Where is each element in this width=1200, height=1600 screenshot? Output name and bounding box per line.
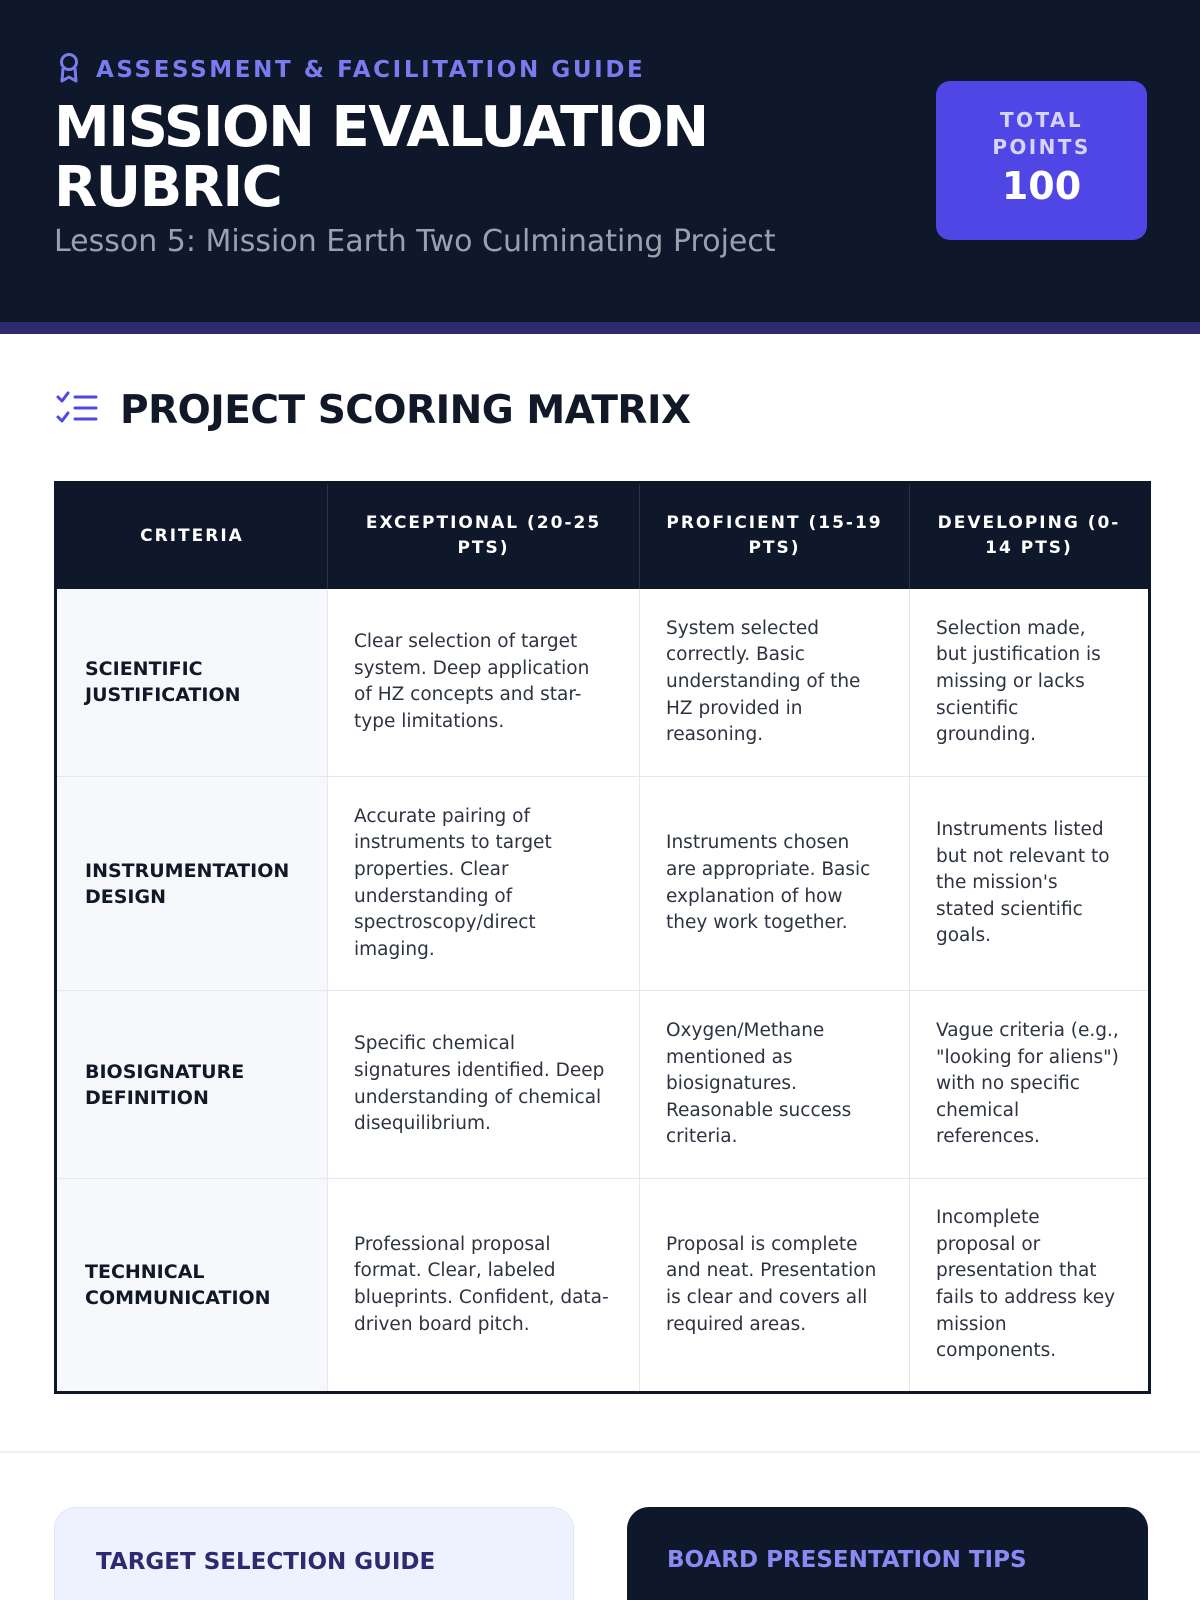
developing-cell: Incomplete proposal or presentation that fails to address key mission components.: [936, 1207, 1116, 1362]
scoring-matrix-table: [54, 481, 1151, 1394]
page-subtitle: Lesson 5: Mission Earth Two Culminating Project: [54, 224, 776, 259]
table-header-row: [56, 483, 1150, 589]
eyebrow: [56, 52, 645, 88]
total-points-badge: [936, 81, 1147, 240]
table-row: [56, 589, 1150, 777]
target-selection-card: [54, 1507, 574, 1600]
column-header-proficient: PROFICIENT (15-19 PTS): [640, 483, 910, 589]
criteria-cell: TECHNICAL COMMUNICATION: [56, 1179, 328, 1393]
developing-cell: Selection made, but justification is missing or lacks scientific grounding.: [910, 589, 1150, 777]
header-banner: [0, 0, 1200, 322]
column-header-exceptional: EXCEPTIONAL (20-25 PTS): [328, 483, 640, 589]
exceptional-cell: Specific chemical signatures identified. Deep understanding of chemical disequilibrium.: [328, 991, 640, 1179]
exceptional-cell: Accurate pairing of instruments to target properties. Clear understanding of spectroscopy/direct imaging.: [328, 777, 640, 991]
developing-cell: Instruments listed but not relevant to the mission's stated scientific goals.: [910, 777, 1150, 991]
total-points-value: 100: [1001, 164, 1082, 208]
column-header-criteria: CRITERIA: [56, 483, 328, 589]
criteria-cell: INSTRUMENTATION DESIGN: [56, 777, 328, 991]
proficient-cell: Instruments chosen are appropriate. Basic explanation of how they work together.: [640, 777, 910, 991]
proficient-cell: System selected correctly. Basic understanding of the HZ provided in reasoning.: [640, 589, 910, 777]
criteria-cell: SCIENTIFIC JUSTIFICATION: [56, 589, 328, 777]
target-selection-title: TARGET SELECTION GUIDE: [96, 1549, 436, 1575]
proficient-cell: Proposal is complete and neat. Presentation is clear and covers all required areas.: [640, 1179, 910, 1393]
section-header: [56, 388, 691, 433]
award-ribbon-icon: [56, 52, 82, 88]
column-header-developing: DEVELOPING (0-14 PTS): [910, 483, 1150, 589]
eyebrow-label: ASSESSMENT & FACILITATION GUIDE: [96, 57, 646, 83]
exceptional-cell: Professional proposal format. Clear, labeled blueprints. Confident, data-driven board pitch.: [328, 1179, 640, 1393]
table-row: [56, 1179, 1150, 1393]
section-title: PROJECT SCORING MATRIX: [120, 388, 691, 433]
section-divider: [0, 1451, 1200, 1453]
proficient-cell: Oxygen/Methane mentioned as biosignatures. Reasonable success criteria.: [640, 991, 910, 1179]
exceptional-cell: Clear selection of target system. Deep application of HZ concepts and star-type limitations.: [328, 589, 640, 777]
total-points-label: TOTAL POINTS: [992, 108, 1091, 159]
table-row: [56, 777, 1150, 991]
header-accent-bar: [0, 322, 1200, 334]
page-title: MISSION EVALUATION RUBRIC: [54, 95, 708, 220]
table-row: [56, 991, 1150, 1179]
board-tips-card: [627, 1507, 1148, 1600]
developing-cell: Vague criteria (e.g., "looking for aliens") with no specific chemical references.: [910, 991, 1150, 1179]
criteria-cell: BIOSIGNATURE DEFINITION: [56, 991, 328, 1179]
board-tips-title: BOARD PRESENTATION TIPS: [667, 1547, 1027, 1573]
checklist-icon: [56, 391, 98, 431]
